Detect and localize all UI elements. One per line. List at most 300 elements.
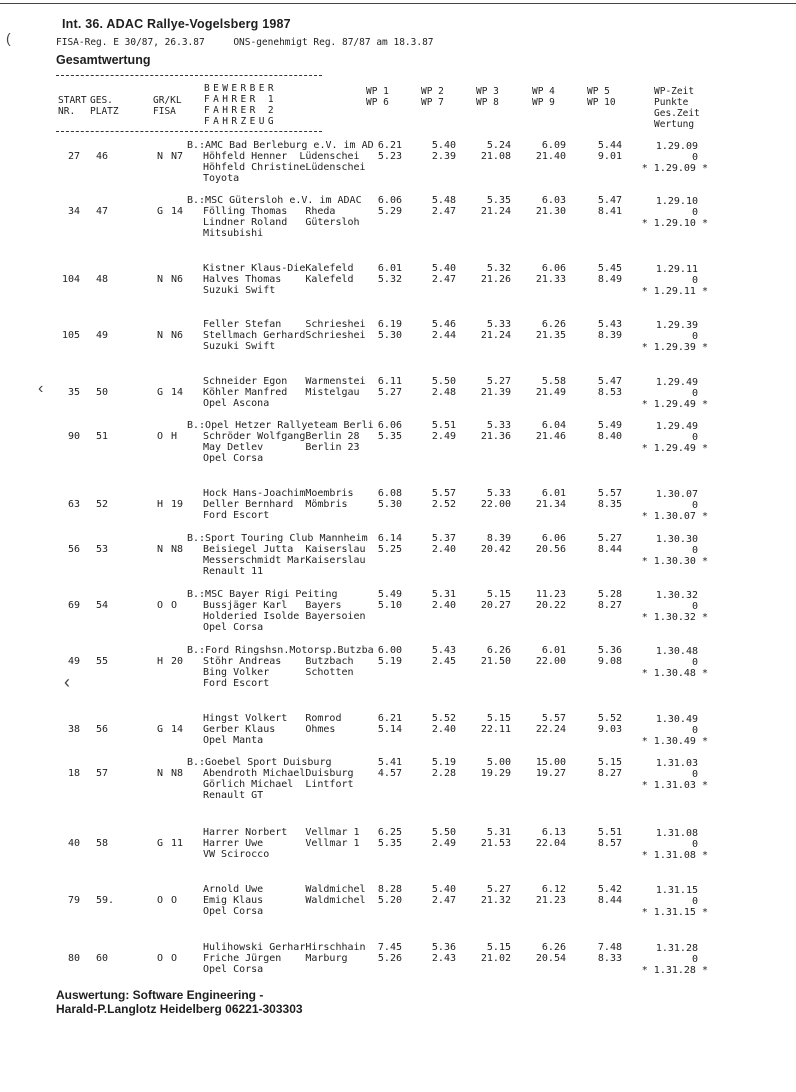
penalty-points: 0 (691, 275, 698, 286)
stage-time: 21.30 (535, 206, 566, 217)
stage-time: 5.15 (486, 942, 511, 953)
group: O (157, 600, 164, 611)
driver: Hingst Volkert Romrod (203, 713, 342, 724)
result-entry (0, 252, 796, 312)
result-entry (0, 702, 796, 762)
overall-place: 60 (96, 953, 109, 964)
stage-time: 22.00 (480, 499, 511, 510)
col-wp-header: WP 5 WP 10 (587, 86, 616, 108)
vehicle: Opel Manta (203, 735, 264, 746)
class: N6 (171, 274, 184, 285)
driver: Görlich Michael Lintfort (203, 779, 354, 790)
entrant: B.:Opel Hetzer Rallyeteam Berli (187, 420, 374, 431)
start-number: 49 (67, 656, 80, 667)
stage-time: 8.44 (597, 544, 622, 555)
stage-time: 5.00 (486, 757, 511, 768)
stage-time: 8.35 (597, 499, 622, 510)
driver: Messerschmidt MarKaiserslau (203, 555, 366, 566)
group: N (157, 151, 164, 162)
stage-time: 5.19 (377, 656, 402, 667)
stage-time: 6.14 (377, 533, 402, 544)
stage-time: 6.01 (541, 645, 566, 656)
stage-time: 6.26 (541, 942, 566, 953)
penalty-points: 0 (691, 896, 698, 907)
class: 14 (171, 387, 184, 398)
driver: Hock Hans-JoachimMoembris (203, 488, 354, 499)
col-start-header: START NR. (58, 95, 87, 117)
group: N (157, 274, 164, 285)
stage-total-time: 1.29.11 (655, 264, 698, 275)
stage-total-time: 1.30.32 (655, 590, 698, 601)
stage-time: 6.04 (541, 420, 566, 431)
result-entry (0, 195, 796, 255)
stage-time: 2.49 (431, 838, 456, 849)
stage-time: 8.39 (486, 533, 511, 544)
penalty-points: 0 (691, 601, 698, 612)
stage-time: 6.06 (377, 195, 402, 206)
col-wp-header: WP 2 WP 7 (421, 86, 444, 108)
result-entry (0, 420, 796, 480)
stage-total-time: 1.29.49 (655, 377, 698, 388)
stage-time: 5.27 (486, 376, 511, 387)
stage-time: 11.23 (535, 589, 566, 600)
driver: Feller Stefan Schrieshei (203, 319, 366, 330)
stage-time: 5.44 (597, 140, 622, 151)
stage-time: 2.28 (431, 768, 456, 779)
group: H (157, 499, 164, 510)
stage-time: 20.54 (535, 953, 566, 964)
overall-place: 55 (96, 656, 109, 667)
overall-place: 46 (96, 151, 109, 162)
stage-time: 5.32 (486, 263, 511, 274)
stage-time: 21.35 (535, 330, 566, 341)
stage-time: 5.40 (431, 140, 456, 151)
stage-time: 5.33 (486, 420, 511, 431)
stage-time: 5.43 (431, 645, 456, 656)
col-wp-header: WP 3 WP 8 (476, 86, 499, 108)
registration-line (56, 37, 434, 48)
overall-time: * 1.31.08 * (641, 850, 708, 861)
penalty-points: 0 (691, 725, 698, 736)
stage-time: 21.36 (480, 431, 511, 442)
stage-total-time: 1.30.07 (655, 489, 698, 500)
vehicle: Opel Corsa (203, 453, 264, 464)
driver: Lindner Roland Gütersloh (203, 217, 360, 228)
vehicle: Ford Escort (203, 510, 270, 521)
class: O (171, 953, 178, 964)
overall-time: * 1.30.30 * (641, 556, 708, 567)
stage-time: 5.33 (486, 319, 511, 330)
stage-total-time: 1.30.30 (655, 534, 698, 545)
stage-total-time: 1.29.39 (655, 320, 698, 331)
stage-time: 5.51 (431, 420, 456, 431)
col-result-header: WP-Zeit Punkte Ges.Zeit Wertung (654, 86, 700, 130)
class: H (171, 431, 178, 442)
stage-time: 6.08 (377, 488, 402, 499)
stage-time: 21.53 (480, 838, 511, 849)
stage-time: 8.40 (597, 431, 622, 442)
scan-mark: ( (6, 30, 11, 46)
stage-time: 20.42 (480, 544, 511, 555)
vehicle: Toyota (203, 173, 240, 184)
driver: Holderied Isolde Bayersoien (203, 611, 366, 622)
stage-time: 5.37 (431, 533, 456, 544)
stage-time: 2.44 (431, 330, 456, 341)
start-number: 63 (67, 499, 80, 510)
stage-time: 5.52 (431, 713, 456, 724)
overall-place: 47 (96, 206, 109, 217)
stage-time: 5.36 (431, 942, 456, 953)
col-crew-header: BEWERBER FAHRER 1 FAHRER 2 FAHRZEUG (204, 83, 277, 127)
stage-time: 8.33 (597, 953, 622, 964)
stage-time: 5.46 (431, 319, 456, 330)
stage-time: 5.23 (377, 151, 402, 162)
stage-time: 5.35 (486, 195, 511, 206)
stage-time: 5.40 (431, 263, 456, 274)
stage-time: 2.45 (431, 656, 456, 667)
scan-mark: ‹ (64, 672, 70, 692)
stage-time: 5.52 (597, 713, 622, 724)
stage-time: 19.27 (535, 768, 566, 779)
driver: Köhler Manfred Mistelgau (203, 387, 360, 398)
start-number: 90 (67, 431, 80, 442)
stage-time: 6.01 (377, 263, 402, 274)
stage-time: 21.39 (480, 387, 511, 398)
stage-total-time: 1.30.49 (655, 714, 698, 725)
start-number: 56 (67, 544, 80, 555)
stage-time: 21.23 (535, 895, 566, 906)
start-number: 79 (67, 895, 80, 906)
col-ges-header: GES. PLATZ (90, 95, 119, 117)
fisa-registration: FISA-Reg. E 30/87, 26.3.87 (56, 37, 205, 48)
penalty-points: 0 (691, 432, 698, 443)
stage-time: 5.31 (486, 827, 511, 838)
overall-place: 49 (96, 330, 109, 341)
col-wp-header: WP 1 WP 6 (366, 86, 389, 108)
class: N7 (171, 151, 184, 162)
overall-time: * 1.30.49 * (641, 736, 708, 747)
stage-time: 5.25 (377, 544, 402, 555)
stage-time: 5.15 (486, 589, 511, 600)
stage-time: 5.24 (486, 140, 511, 151)
driver: Kistner Klaus-DieKalefeld (203, 263, 354, 274)
stage-time: 6.12 (541, 884, 566, 895)
stage-time: 5.15 (597, 757, 622, 768)
penalty-points: 0 (691, 545, 698, 556)
start-number: 18 (67, 768, 80, 779)
group: G (157, 206, 164, 217)
group: H (157, 656, 164, 667)
result-entry (0, 308, 796, 368)
stage-time: 21.40 (535, 151, 566, 162)
stage-time: 5.30 (377, 499, 402, 510)
stage-time: 5.35 (377, 838, 402, 849)
stage-time: 8.27 (597, 600, 622, 611)
class: 14 (171, 206, 184, 217)
class: 19 (171, 499, 184, 510)
stage-time: 5.58 (541, 376, 566, 387)
stage-time: 21.46 (535, 431, 566, 442)
stage-time: 6.03 (541, 195, 566, 206)
overall-time: * 1.30.07 * (641, 511, 708, 522)
stage-time: 5.50 (431, 827, 456, 838)
stage-time: 5.27 (486, 884, 511, 895)
driver: Gerber Klaus Ohmes (203, 724, 336, 735)
vehicle: Renault GT (203, 790, 264, 801)
overall-time: * 1.29.11 * (641, 286, 708, 297)
stage-total-time: 1.29.49 (655, 421, 698, 432)
stage-time: 5.32 (377, 274, 402, 285)
stage-time: 6.13 (541, 827, 566, 838)
driver: Beisiegel Jutta Kaiserslau (203, 544, 366, 555)
group: G (157, 724, 164, 735)
footer-line-1: Auswertung: Software Engineering - (56, 988, 264, 1002)
class: N8 (171, 768, 184, 779)
stage-time: 4.57 (377, 768, 402, 779)
stage-time: 2.43 (431, 953, 456, 964)
stage-time: 5.31 (431, 589, 456, 600)
stage-time: 5.47 (597, 376, 622, 387)
vehicle: VW Scirocco (203, 849, 270, 860)
stage-time: 8.39 (597, 330, 622, 341)
stage-time: 5.42 (597, 884, 622, 895)
stage-time: 21.08 (480, 151, 511, 162)
result-entry (0, 931, 796, 991)
stage-time: 5.49 (377, 589, 402, 600)
stage-total-time: 1.31.08 (655, 828, 698, 839)
stage-time: 5.48 (431, 195, 456, 206)
stage-time: 7.48 (597, 942, 622, 953)
vehicle: Renault 11 (203, 566, 264, 577)
entrant: B.:Ford Ringshsn.Motorsp.Butzba (187, 645, 374, 656)
stage-time: 5.51 (597, 827, 622, 838)
start-number: 40 (67, 838, 80, 849)
start-number: 34 (67, 206, 80, 217)
penalty-points: 0 (691, 657, 698, 668)
col-wp-header: WP 4 WP 9 (532, 86, 555, 108)
stage-time: 21.24 (480, 330, 511, 341)
driver: Arnold Uwe Waldmichel (203, 884, 366, 895)
driver: Fölling Thomas Rheda (203, 206, 336, 217)
stage-time: 8.28 (377, 884, 402, 895)
stage-time: 6.21 (377, 713, 402, 724)
driver: Bing Volker Schotten (203, 667, 354, 678)
overall-place: 53 (96, 544, 109, 555)
overall-place: 50 (96, 387, 109, 398)
stage-time: 6.19 (377, 319, 402, 330)
driver: Emig Klaus Waldmichel (203, 895, 366, 906)
driver: Bussjäger Karl Bayers (203, 600, 342, 611)
overall-time: * 1.29.49 * (641, 443, 708, 454)
result-entry (0, 589, 796, 649)
stage-time: 5.43 (597, 319, 622, 330)
overall-time: * 1.29.39 * (641, 342, 708, 353)
penalty-points: 0 (691, 769, 698, 780)
stage-time: 5.36 (597, 645, 622, 656)
result-entry (0, 757, 796, 817)
penalty-points: 0 (691, 388, 698, 399)
overall-place: 57 (96, 768, 109, 779)
stage-time: 5.47 (597, 195, 622, 206)
overall-time: * 1.30.48 * (641, 668, 708, 679)
stage-time: 2.47 (431, 274, 456, 285)
start-number: 69 (67, 600, 80, 611)
stage-time: 2.39 (431, 151, 456, 162)
stage-time: 5.26 (377, 953, 402, 964)
vehicle: Opel Corsa (203, 622, 264, 633)
stage-time: 21.33 (535, 274, 566, 285)
stage-time: 6.26 (541, 319, 566, 330)
group: O (157, 953, 164, 964)
stage-time: 5.35 (377, 431, 402, 442)
ons-registration: ONS-genehmigt Reg. 87/87 am 18.3.87 (233, 37, 434, 48)
entrant: B.:Sport Touring Club Mannheim (187, 533, 368, 544)
driver: Höhfeld ChristineLüdenschei (203, 162, 366, 173)
scan-mark: ‹ (38, 380, 44, 397)
stage-time: 22.11 (480, 724, 511, 735)
overall-time: * 1.29.10 * (641, 218, 708, 229)
stage-time: 7.45 (377, 942, 402, 953)
class: O (171, 895, 178, 906)
driver: May Detlev Berlin 23 (203, 442, 360, 453)
penalty-points: 0 (691, 500, 698, 511)
driver: Hulihowski GerharHirschhain (203, 942, 366, 953)
header-rule-top (56, 75, 322, 76)
stage-time: 5.41 (377, 757, 402, 768)
overall-time: * 1.29.49 * (641, 399, 708, 410)
top-edge-rule (0, 3, 796, 4)
overall-place: 56 (96, 724, 109, 735)
stage-time: 9.08 (597, 656, 622, 667)
stage-time: 2.47 (431, 895, 456, 906)
overall-place: 58 (96, 838, 109, 849)
stage-time: 22.00 (535, 656, 566, 667)
stage-time: 5.28 (597, 589, 622, 600)
stage-time: 21.50 (480, 656, 511, 667)
stage-time: 8.53 (597, 387, 622, 398)
stage-time: 6.06 (541, 533, 566, 544)
result-entry (0, 645, 796, 705)
penalty-points: 0 (691, 207, 698, 218)
stage-time: 20.27 (480, 600, 511, 611)
entrant: B.:AMC Bad Berleburg e.V. im AD (187, 140, 374, 151)
stage-time: 5.49 (597, 420, 622, 431)
overall-place: 51 (96, 431, 109, 442)
overall-time: * 1.29.09 * (641, 163, 708, 174)
stage-time: 8.41 (597, 206, 622, 217)
stage-time: 6.00 (377, 645, 402, 656)
stage-time: 9.01 (597, 151, 622, 162)
stage-time: 21.32 (480, 895, 511, 906)
stage-time: 19.29 (480, 768, 511, 779)
overall-time: * 1.30.32 * (641, 612, 708, 623)
stage-time: 5.27 (377, 387, 402, 398)
vehicle: Ford Escort (203, 678, 270, 689)
result-entry (0, 873, 796, 933)
stage-time: 5.19 (431, 757, 456, 768)
vehicle: Opel Ascona (203, 398, 270, 409)
stage-time: 5.30 (377, 330, 402, 341)
stage-time: 20.56 (535, 544, 566, 555)
col-grkl-header: GR/KL FISA (153, 95, 182, 117)
result-entry (0, 140, 796, 200)
stage-time: 5.57 (431, 488, 456, 499)
stage-time: 8.57 (597, 838, 622, 849)
stage-time: 2.48 (431, 387, 456, 398)
vehicle: Suzuki Swift (203, 285, 276, 296)
driver: Harrer Uwe Vellmar 1 (203, 838, 360, 849)
vehicle: Mitsubishi (203, 228, 264, 239)
start-number: 104 (61, 274, 80, 285)
class: 14 (171, 724, 184, 735)
stage-time: 9.03 (597, 724, 622, 735)
stage-time: 15.00 (535, 757, 566, 768)
stage-time: 8.49 (597, 274, 622, 285)
start-number: 27 (67, 151, 80, 162)
overall-place: 59. (96, 895, 115, 906)
stage-time: 5.15 (486, 713, 511, 724)
stage-time: 6.11 (377, 376, 402, 387)
group: G (157, 838, 164, 849)
stage-time: 20.22 (535, 600, 566, 611)
class: 20 (171, 656, 184, 667)
header-rule-bottom (56, 131, 322, 132)
stage-time: 5.57 (541, 713, 566, 724)
result-entry (0, 816, 796, 876)
stage-time: 22.24 (535, 724, 566, 735)
result-entry (0, 477, 796, 537)
overall-place: 54 (96, 600, 109, 611)
entrant: B.:MSC Gütersloh e.V. im ADAC (187, 195, 362, 206)
section-title: Gesamtwertung (56, 53, 151, 67)
driver: Deller Bernhard Mömbris (203, 499, 348, 510)
stage-time: 8.27 (597, 768, 622, 779)
group: N (157, 544, 164, 555)
overall-time: * 1.31.28 * (641, 965, 708, 976)
stage-time: 2.40 (431, 600, 456, 611)
stage-time: 2.47 (431, 206, 456, 217)
stage-time: 6.09 (541, 140, 566, 151)
driver: Stellmach GerhardSchrieshei (203, 330, 366, 341)
stage-time: 5.33 (486, 488, 511, 499)
stage-total-time: 1.31.03 (655, 758, 698, 769)
driver: Schröder WolfgangBerlin 28 (203, 431, 360, 442)
stage-time: 21.02 (480, 953, 511, 964)
driver: Schneider Egon Warmenstei (203, 376, 366, 387)
result-entry (0, 365, 796, 425)
driver: Halves Thomas Kalefeld (203, 274, 354, 285)
footer-line-2: Harald-P.Langlotz Heidelberg 06221-303303 (56, 1002, 303, 1016)
group: G (157, 387, 164, 398)
stage-time: 6.21 (377, 140, 402, 151)
overall-place: 48 (96, 274, 109, 285)
penalty-points: 0 (691, 954, 698, 965)
overall-time: * 1.31.15 * (641, 907, 708, 918)
start-number: 80 (67, 953, 80, 964)
stage-total-time: 1.29.10 (655, 196, 698, 207)
class: N6 (171, 330, 184, 341)
stage-time: 5.14 (377, 724, 402, 735)
driver: Höhfeld Henner Lüdenschei (203, 151, 360, 162)
entrant: B.:MSC Bayer Rigi Peiting (187, 589, 338, 600)
stage-time: 5.45 (597, 263, 622, 274)
start-number: 35 (67, 387, 80, 398)
footer (56, 988, 303, 1016)
vehicle: Suzuki Swift (203, 341, 276, 352)
stage-total-time: 1.29.09 (655, 141, 698, 152)
penalty-points: 0 (691, 839, 698, 850)
stage-time: 5.10 (377, 600, 402, 611)
